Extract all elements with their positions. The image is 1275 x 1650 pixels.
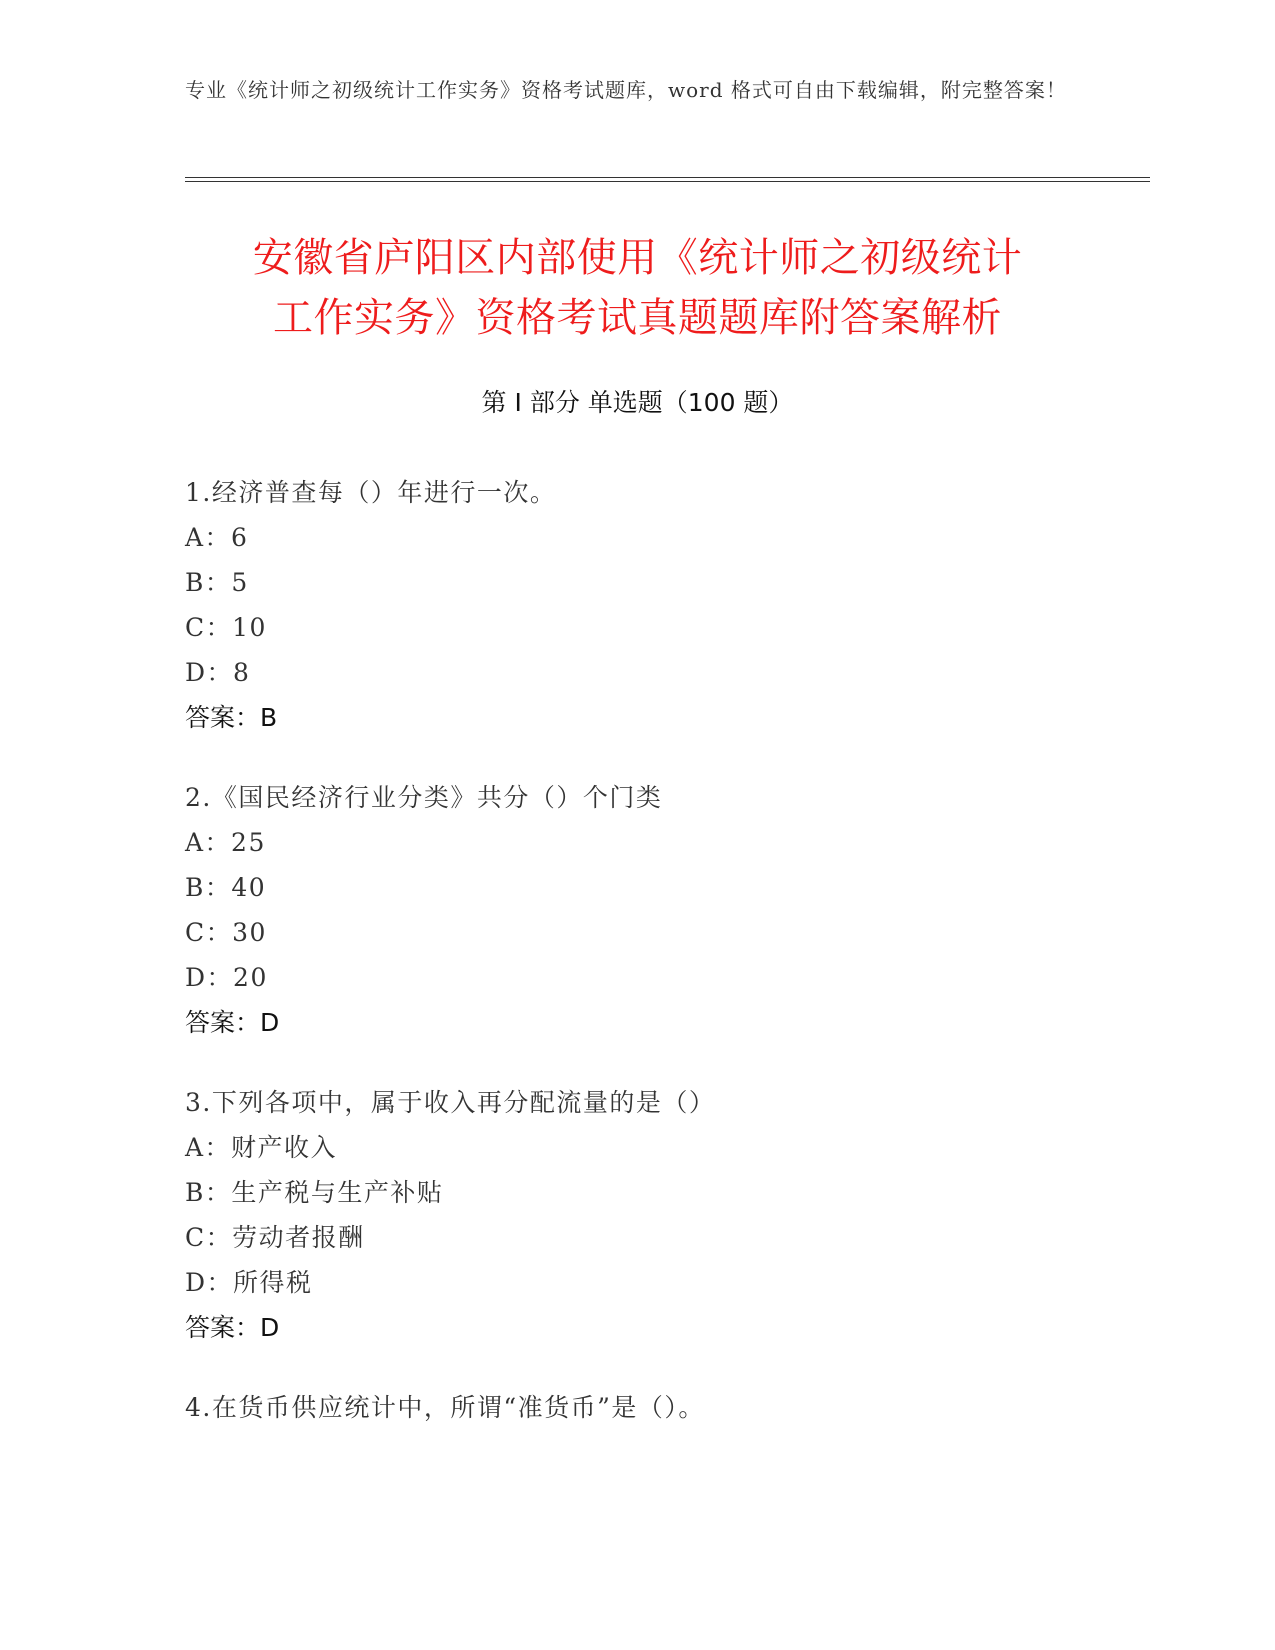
option-a: A：财产收入	[185, 1133, 338, 1162]
question-2	[185, 781, 1145, 1040]
option-c: C：30	[185, 918, 267, 947]
question-stem: 4.在货币供应统计中，所谓“准货币”是（）。	[185, 1393, 705, 1422]
option-a: A：25	[185, 828, 266, 857]
answer: 答案：D	[185, 1313, 280, 1342]
question-stem: 3.下列各项中，属于收入再分配流量的是（）	[185, 1088, 716, 1117]
option-c: C：劳动者报酬	[185, 1223, 365, 1252]
answer: 答案：D	[185, 1008, 280, 1037]
option-d: D：20	[185, 963, 268, 992]
option-d: D：所得税	[185, 1268, 313, 1297]
header-divider	[185, 177, 1150, 182]
option-b: B：5	[185, 568, 249, 597]
question-4	[185, 1391, 1145, 1436]
question-stem: 1.经济普查每（）年进行一次。	[185, 478, 557, 507]
document-title-line-2: 工作实务》资格考试真题题库附答案解析	[273, 295, 1002, 341]
question-list	[185, 476, 1145, 1482]
question-stem: 2.《国民经济行业分类》共分（）个门类	[185, 783, 663, 812]
answer: 答案：B	[185, 703, 278, 732]
option-b: B：40	[185, 873, 267, 902]
option-b: B：生产税与生产补贴	[185, 1178, 444, 1207]
section-heading: 第 I 部分 单选题（100 题）	[481, 388, 794, 417]
question-3	[185, 1086, 1145, 1345]
option-d: D：8	[185, 658, 251, 687]
option-a: A：6	[185, 523, 249, 552]
option-c: C：10	[185, 613, 267, 642]
question-1	[185, 476, 1145, 735]
document-title	[150, 228, 1125, 348]
document-title-line-1: 安徽省庐阳区内部使用《统计师之初级统计	[252, 235, 1023, 281]
header-note: 专业《统计师之初级统计工作实务》资格考试题库，word 格式可自由下载编辑，附完整答案！	[185, 78, 1067, 102]
